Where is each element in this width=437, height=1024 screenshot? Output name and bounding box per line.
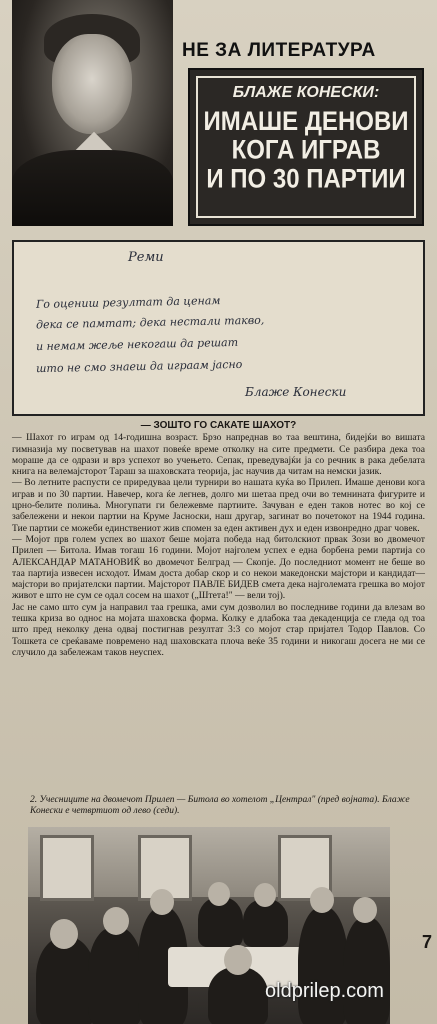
- handwritten-signature: Блаже Конески: [245, 385, 347, 399]
- photo-caption: 2. Учесниците на двомечот Прилеп — Битола во хотелот „Централ" (пред војната). Блаже Конески е четвртиот од лево (седи).: [30, 795, 410, 816]
- headline: [198, 108, 414, 194]
- headline-line: И ПО 30 ПАРТИИ: [206, 164, 406, 194]
- paragraph: — Во летните распусти се приредуваа цели турнири во нашата куќа во Прилеп. Имаше денови кога играв и по 30 партии. Навечер, кога ќе легнев, долго ми шетаа пред очи во темнината фигурите и црно-белите полиња. Многупати ги бележевме партиите. Зачуван е еден таков нотес во кој се забележени и некои партии на Круме Јасноски, наш другар, загинат во почетокот на 1944 година. Тие партии се можеби единствениот жив спомен за еден активен дух и еден извонредно драг човек.: [12, 477, 425, 534]
- paragraph: Јас не само што сум ја направил таа грешка, ами сум дозволил во последниве години да влезам во тешка криза во однос на мојата шаховска форма. Колку е длабока таа декаденција се гледа од тоа што пред неколку дена одвај постигнав резултат 3:3 со мојот стар пријател Тодор Павлов. Со Тошкета се среќаваме повремено над шаховската плоча веќе 35 години и никогаш досега не ми се случило да забележам таков неуспех.: [12, 601, 425, 658]
- page-number: 7: [422, 932, 433, 952]
- question-subhead: — ЗОШТО ГО САКАТЕ ШАХОТ?: [140, 420, 297, 431]
- handwritten-line: Го оцениш резултат да ценам: [35, 294, 221, 311]
- watermark: oldprilep.com: [265, 980, 384, 1002]
- author-portrait-photo: [12, 0, 173, 226]
- handwritten-greeting: Реми: [128, 250, 164, 265]
- headline-line: КОГА ИГРАВ: [231, 135, 381, 166]
- handwritten-line: што не смо знаеш да играам јасно: [35, 357, 243, 376]
- headline-box: [188, 68, 424, 226]
- headline-line: ИМАШЕ ДЕНОВИ: [203, 107, 409, 137]
- handwritten-line: и немам жеље некогаш да решат: [35, 335, 239, 354]
- paragraph: — Мојот прв голем успех во шахот беше мојата победа над битолскиот првак Зози во двомечот Прилеп — Битола. Имав тогаш 16 години. Мојот најголем успех е една борбена реми партија со АЛЕКСАНДАР МАТАНОВИЌ во двомечот Белград — Скопје. До последниот момент не беше во таа партија извесен исходот. Имам доста добар скор и со некои македонски мајстори и кандидат—мајстори во пријателски партии. Мајсторот ПАВЛЕ БИДЕВ смета дека најголемата грешка во мојот живот е што не сум се одал сосем на шахот („Штета!" — вели тој).: [12, 533, 425, 602]
- paragraph: — Шахот го играм од 14-годишна возраст. Брзо напреднав во таа вештина, бидејќи во вишата гимназија му посветував на шахот повеќе време отколку на сите предмети. Се разбира дека тоа мораше да се одрази и врз успехот во учењето. Сепак, преведувајќи ја со речник в рака дебелата книга на велемајсторот Тараш за шаховската теорија, јас научив да читам на немски јазик.: [12, 432, 425, 478]
- section-kicker: НЕ ЗА ЛИТЕРАТУРА: [182, 40, 376, 61]
- handwritten-line: дека се памтат; дека нестали такво,: [35, 313, 265, 332]
- article-body: [12, 420, 425, 658]
- author-name: БЛАЖЕ КОНЕСКИ:: [232, 84, 380, 101]
